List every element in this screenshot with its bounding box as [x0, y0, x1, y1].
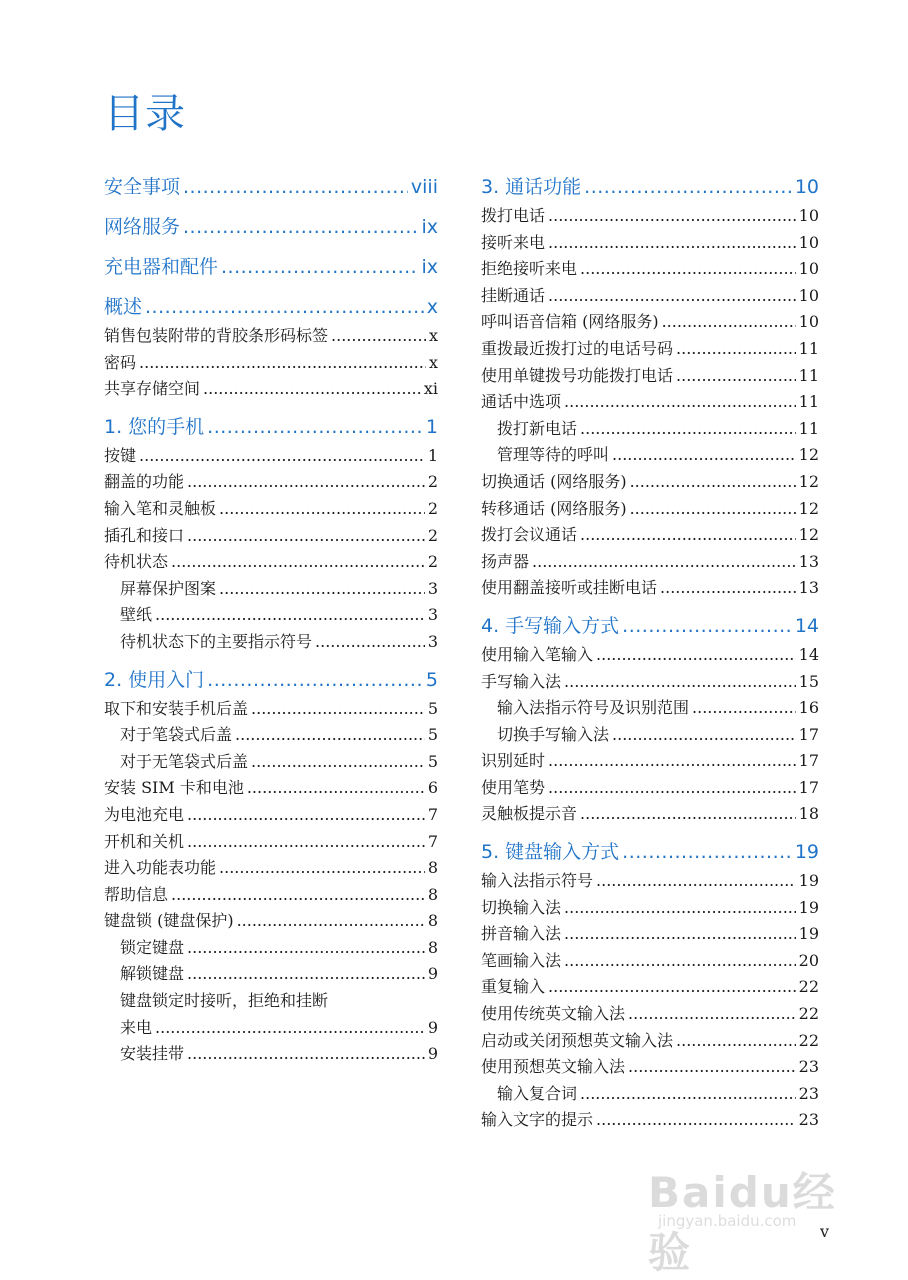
- toc-entry-page: 23: [798, 1057, 819, 1077]
- toc-entry-title: 销售包装附带的背胶条形码标签: [104, 326, 329, 345]
- toc-entry-title: 手写输入法: [481, 671, 562, 691]
- toc-entry[interactable]: [104, 882, 438, 909]
- dot-leader: [247, 775, 425, 802]
- dot-leader: [596, 642, 796, 669]
- toc-entry-page: 1: [427, 445, 438, 465]
- toc-entry-page: 12: [798, 445, 819, 465]
- dot-leader: [203, 376, 421, 403]
- toc-entry[interactable]: [104, 602, 438, 629]
- toc-entry[interactable]: [104, 350, 438, 377]
- toc-entry[interactable]: [104, 629, 438, 656]
- toc-section: [104, 292, 438, 403]
- dot-leader: [219, 855, 425, 882]
- toc-entry-title: 拨打会议通话: [481, 525, 578, 545]
- dot-leader: [676, 1028, 796, 1055]
- toc-entry[interactable]: [481, 230, 819, 257]
- toc-entry-title: 开机和关机: [104, 831, 185, 851]
- toc-entry[interactable]: [481, 203, 819, 230]
- toc-entry[interactable]: [481, 669, 819, 696]
- dot-leader: [630, 496, 796, 523]
- toc-entry-page: 12: [798, 471, 819, 491]
- toc-entry-title: 使用单键拨号功能拨打电话: [481, 365, 674, 385]
- dot-leader: [596, 868, 796, 895]
- dot-leader: [155, 1015, 425, 1042]
- dot-leader: [580, 1081, 796, 1108]
- toc-entry-title: 通话中选项: [481, 392, 562, 412]
- toc-entry-page: 9: [427, 964, 438, 984]
- dot-leader: [622, 837, 792, 868]
- toc-entry-title: 使用输入笔输入: [481, 644, 594, 664]
- toc-entry[interactable]: [104, 749, 438, 776]
- toc-entry[interactable]: [481, 695, 819, 722]
- toc-entry-title: 识别延时: [481, 751, 546, 771]
- toc-entry-title: 待机状态: [104, 552, 169, 572]
- toc-heading-title: 1. 您的手机: [104, 415, 205, 438]
- toc-entry-page: x: [428, 352, 438, 372]
- toc-entry[interactable]: [481, 575, 819, 602]
- toc-entry-title: 使用预想英文输入法: [481, 1057, 626, 1077]
- dot-leader: [532, 549, 796, 576]
- toc-entry-page: 18: [798, 804, 819, 824]
- toc-entry-page: 8: [427, 884, 438, 904]
- toc-entry[interactable]: [104, 376, 438, 403]
- dot-leader: [183, 172, 408, 203]
- toc-entry-title: 插孔和接口: [104, 525, 185, 545]
- dot-leader: [628, 1001, 796, 1028]
- toc-entry-page: 5: [427, 751, 438, 771]
- toc-heading[interactable]: [104, 412, 438, 443]
- toc-section: [481, 172, 819, 602]
- toc-entry[interactable]: [104, 935, 438, 962]
- toc-entry-page: 11: [798, 365, 819, 385]
- toc-heading[interactable]: [481, 837, 819, 868]
- toc-entry-page: 19: [798, 897, 819, 917]
- toc-entry-title: 拒绝接听来电: [481, 259, 578, 279]
- dot-leader: [219, 496, 425, 523]
- toc-entry[interactable]: [104, 775, 438, 802]
- toc-entry[interactable]: [481, 948, 819, 975]
- toc-entry[interactable]: [104, 961, 438, 988]
- toc-entry-title: 为电池充电: [104, 804, 185, 824]
- dot-leader: [612, 442, 796, 469]
- toc-entry-title: 呼叫语音信箱 (网络服务): [481, 312, 659, 332]
- toc-heading[interactable]: [104, 665, 438, 696]
- toc-entry-title: 扬声器: [481, 551, 530, 571]
- dot-leader: [548, 203, 796, 230]
- toc-section: [481, 611, 819, 828]
- toc-entry[interactable]: [481, 1001, 819, 1028]
- toc-section: [104, 665, 438, 1068]
- toc-entry-title: 使用传统英文输入法: [481, 1004, 626, 1024]
- toc-heading-title: 4. 手写输入方式: [481, 614, 620, 637]
- toc-entry-title: 共享存储空间: [104, 379, 201, 399]
- toc-entry-title: 键盘锁 (键盘保护): [104, 911, 234, 931]
- toc-entry-page: 17: [798, 751, 819, 771]
- dot-leader: [676, 363, 796, 390]
- toc-entry-title: 使用笔势: [481, 777, 546, 797]
- toc-entry-page: 10: [798, 232, 819, 252]
- toc-entry-title: 屏幕保护图案: [120, 578, 217, 598]
- toc-entry[interactable]: [481, 416, 819, 443]
- toc-entry-title: 密码: [104, 352, 137, 372]
- toc-entry[interactable]: [481, 895, 819, 922]
- toc-entry[interactable]: [481, 442, 819, 469]
- dot-leader: [171, 549, 425, 576]
- toc-entry-title: 输入法指示符号及识别范围: [497, 698, 690, 718]
- toc-entry-page: 8: [427, 911, 438, 931]
- toc-entry-title: 输入文字的提示: [481, 1110, 594, 1130]
- dot-leader: [171, 882, 425, 909]
- dot-leader: [187, 829, 425, 856]
- toc-entry[interactable]: [104, 855, 438, 882]
- toc-heading[interactable]: [104, 212, 438, 243]
- toc-entry-page: 23: [798, 1110, 819, 1130]
- dot-leader: [219, 576, 425, 603]
- toc-section: [104, 212, 438, 243]
- toc-entry-title: 输入复合词: [497, 1083, 578, 1103]
- toc-entry-page: 8: [427, 937, 438, 957]
- toc-entry-title: 翻盖的功能: [104, 472, 185, 492]
- toc-entry[interactable]: [104, 988, 438, 1015]
- toc-entry[interactable]: [481, 363, 819, 390]
- toc-entry-page: 16: [798, 698, 819, 718]
- toc-entry-title: 取下和安装手机后盖: [104, 698, 249, 718]
- toc-entry[interactable]: [481, 549, 819, 576]
- dot-leader: [564, 389, 796, 416]
- toc-section: [481, 837, 819, 1134]
- toc-entry-title: 按键: [104, 445, 137, 465]
- toc-entry-page: 10: [798, 312, 819, 332]
- toc-heading-title: 概述: [104, 296, 143, 318]
- dot-leader: [548, 974, 796, 1001]
- page-number: v: [820, 1222, 830, 1241]
- dot-leader: [692, 695, 796, 722]
- toc-entry-title: 切换输入法: [481, 897, 562, 917]
- dot-leader: [580, 416, 796, 443]
- toc-entry-title: 拨打电话: [481, 206, 546, 225]
- dot-leader: [187, 469, 425, 496]
- toc-entry-page: 19: [798, 871, 819, 891]
- dot-leader: [580, 801, 796, 828]
- toc-entry-title: 重拨最近拨打过的电话号码: [481, 338, 674, 358]
- toc-entry-page: 6: [427, 778, 438, 798]
- toc-entry-title: 切换通话 (网络服务): [481, 471, 627, 491]
- toc-entry[interactable]: [104, 908, 438, 935]
- toc-entry-page: 2: [427, 552, 438, 572]
- toc-heading[interactable]: [481, 172, 819, 203]
- toc-entry-page: 3: [427, 578, 438, 598]
- toc-entry[interactable]: [481, 389, 819, 416]
- baidu-watermark: [638, 1140, 878, 1277]
- toc-heading-title: 3. 通话功能: [481, 176, 582, 198]
- toc-heading-title: 安全事项: [104, 176, 181, 198]
- toc-entry[interactable]: [481, 256, 819, 283]
- toc-entry[interactable]: [104, 443, 438, 470]
- watermark-url: jingyan.baidu.com: [658, 1212, 797, 1230]
- toc-entry[interactable]: [104, 722, 438, 749]
- toc-entry[interactable]: [104, 1015, 438, 1042]
- toc-entry-title: 锁定键盘: [120, 937, 185, 957]
- toc-entry-title: 转移通话 (网络服务): [481, 498, 627, 518]
- dot-leader: [187, 935, 425, 962]
- toc-entry[interactable]: [481, 1028, 819, 1055]
- dot-leader: [207, 665, 423, 696]
- toc-entry[interactable]: [481, 496, 819, 523]
- dot-leader: [187, 1041, 425, 1068]
- toc-entry-title: 安装 SIM 卡和电池: [104, 778, 244, 798]
- toc-section: [104, 172, 438, 203]
- page-title: 目录: [104, 91, 186, 137]
- toc-right-column: [481, 172, 819, 1143]
- dot-leader: [207, 412, 423, 443]
- toc-entry[interactable]: [481, 974, 819, 1001]
- toc-entry-page: 10: [798, 285, 819, 305]
- toc-entry-page: 11: [798, 338, 819, 358]
- toc-entry-page: 17: [798, 777, 819, 797]
- dot-leader: [183, 212, 418, 243]
- toc-heading[interactable]: [104, 172, 438, 203]
- dot-leader: [622, 611, 792, 642]
- toc-entry-page: 20: [798, 950, 819, 970]
- toc-entry-title: 接听来电: [481, 232, 546, 252]
- toc-entry[interactable]: [104, 469, 438, 496]
- toc-heading[interactable]: [104, 292, 438, 323]
- toc-entry-page: 2: [427, 498, 438, 518]
- toc-entry[interactable]: [481, 283, 819, 310]
- dot-leader: [155, 602, 425, 629]
- toc-entry-page: 5: [427, 725, 438, 745]
- dot-leader: [548, 748, 796, 775]
- toc-entry-page: 2: [427, 472, 438, 492]
- toc-entry-title: 启动或关闭预想英文输入法: [481, 1030, 674, 1050]
- toc-entry-title: 对于笔袋式后盖: [120, 725, 233, 745]
- toc-heading-title: 充电器和配件: [104, 256, 219, 278]
- dot-leader: [139, 443, 425, 470]
- toc-entry-title: 灵触板提示音: [481, 804, 578, 824]
- toc-entry[interactable]: [481, 1081, 819, 1108]
- toc-entry-page: 14: [798, 644, 819, 664]
- toc-heading-page: viii: [410, 176, 438, 198]
- dot-leader: [584, 172, 792, 203]
- toc-entry-title: 安装挂带: [120, 1044, 185, 1064]
- toc-entry-page: 7: [427, 831, 438, 851]
- toc-entry[interactable]: [104, 576, 438, 603]
- toc-entry-page: 22: [798, 1030, 819, 1050]
- toc-entry-page: 3: [427, 631, 438, 651]
- toc-entry-page: 12: [798, 525, 819, 545]
- toc-entry[interactable]: [104, 523, 438, 550]
- toc-entry-title: 来电: [120, 1017, 153, 1037]
- toc-left-column: [104, 172, 438, 1077]
- dot-leader: [187, 802, 425, 829]
- toc-heading-page: 1: [425, 415, 438, 438]
- watermark-brand: Baidu经验: [648, 1168, 837, 1277]
- toc-entry[interactable]: [104, 802, 438, 829]
- dot-leader: [548, 230, 796, 257]
- toc-heading-title: 网络服务: [104, 216, 181, 238]
- toc-entry-page: 7: [427, 804, 438, 824]
- toc-entry-title: 输入笔和灵触板: [104, 498, 217, 518]
- dot-leader: [548, 283, 796, 310]
- toc-entry-title: 管理等待的呼叫: [497, 445, 610, 465]
- toc-entry-page: 3: [427, 605, 438, 625]
- toc-entry-title: 重复输入: [481, 977, 546, 997]
- dot-leader: [564, 948, 796, 975]
- toc-entry[interactable]: [481, 309, 819, 336]
- dot-leader: [564, 921, 796, 948]
- toc-entry-page: 9: [427, 1044, 438, 1064]
- dot-leader: [662, 309, 796, 336]
- toc-entry-title: 待机状态下的主要指示符号: [120, 631, 313, 651]
- dot-leader: [235, 722, 425, 749]
- toc-entry-title: 使用翻盖接听或挂断电话: [481, 578, 658, 598]
- toc-entry[interactable]: [104, 323, 438, 350]
- toc-entry-title: 拼音输入法: [481, 924, 562, 944]
- dot-leader: [139, 350, 426, 377]
- toc-entry[interactable]: [481, 921, 819, 948]
- toc-entry[interactable]: [481, 522, 819, 549]
- dot-leader: [660, 575, 796, 602]
- toc-entry[interactable]: [104, 496, 438, 523]
- toc-heading-page: x: [426, 296, 438, 318]
- toc-entry[interactable]: [481, 748, 819, 775]
- toc-heading-page: 5: [425, 668, 438, 691]
- toc-entry[interactable]: [481, 775, 819, 802]
- toc-entry-page: 10: [798, 206, 819, 225]
- toc-entry[interactable]: [104, 1041, 438, 1068]
- dot-leader: [564, 669, 796, 696]
- toc-entry[interactable]: [481, 868, 819, 895]
- toc-entry-page: 23: [798, 1083, 819, 1103]
- toc-entry-page: x: [428, 326, 438, 345]
- dot-leader: [237, 908, 425, 935]
- toc-entry-page: 22: [798, 1004, 819, 1024]
- toc-entry-page: 13: [798, 551, 819, 571]
- toc-section: [104, 252, 438, 283]
- toc-entry-page: 8: [427, 858, 438, 878]
- toc-heading-title: 5. 键盘输入方式: [481, 841, 620, 864]
- toc-entry[interactable]: [481, 336, 819, 363]
- toc-entry-page: 22: [798, 977, 819, 997]
- toc-entry-page: 10: [798, 259, 819, 279]
- toc-section: [104, 412, 438, 656]
- toc-entry-title: 壁纸: [120, 605, 153, 625]
- dot-leader: [564, 895, 796, 922]
- toc-entry[interactable]: [481, 1054, 819, 1081]
- toc-entry-page: 15: [798, 671, 819, 691]
- dot-leader: [251, 749, 425, 776]
- toc-entry-title: 进入功能表功能: [104, 858, 217, 878]
- toc-entry-page: 9: [427, 1017, 438, 1037]
- dot-leader: [596, 1107, 796, 1134]
- toc-entry-page: xi: [423, 379, 438, 399]
- toc-entry-title: 解锁键盘: [120, 964, 185, 984]
- dot-leader: [630, 469, 796, 496]
- toc-heading-page: 10: [794, 176, 819, 198]
- toc-entry[interactable]: [481, 801, 819, 828]
- toc-entry-page: 17: [798, 724, 819, 744]
- dot-leader: [187, 523, 425, 550]
- dot-leader: [580, 522, 796, 549]
- toc-heading[interactable]: [104, 252, 438, 283]
- toc-entry-title: 键盘锁定时接听，拒绝和挂断: [120, 991, 329, 1011]
- toc-entry[interactable]: [481, 1107, 819, 1134]
- toc-entry-page: 5: [427, 698, 438, 718]
- toc-entry-title: 对于无笔袋式后盖: [120, 751, 249, 771]
- toc-heading-page: ix: [421, 216, 438, 238]
- toc-entry-title: 帮助信息: [104, 884, 169, 904]
- dot-leader: [145, 292, 424, 323]
- toc-entry-title: 切换手写输入法: [497, 724, 610, 744]
- dot-leader: [580, 256, 796, 283]
- toc-entry-title: 输入法指示符号: [481, 871, 594, 891]
- toc-entry[interactable]: [104, 829, 438, 856]
- toc-entry[interactable]: [481, 722, 819, 749]
- toc-entry-title: 拨打新电话: [497, 418, 578, 438]
- toc-entry-page: 13: [798, 578, 819, 598]
- dot-leader: [612, 722, 796, 749]
- dot-leader: [315, 629, 425, 656]
- toc-entry[interactable]: [481, 469, 819, 496]
- dot-leader: [676, 336, 796, 363]
- dot-leader: [331, 323, 426, 350]
- toc-entry-page: 12: [798, 498, 819, 518]
- toc-heading-page: ix: [421, 256, 438, 278]
- toc-entry[interactable]: [104, 696, 438, 723]
- toc-entry-page: 11: [798, 392, 819, 412]
- dot-leader: [221, 252, 418, 283]
- toc-heading-title: 2. 使用入门: [104, 668, 205, 691]
- toc-heading-page: 14: [794, 614, 819, 637]
- toc-entry[interactable]: [481, 642, 819, 669]
- toc-entry-page: 19: [798, 924, 819, 944]
- toc-heading-page: 19: [794, 841, 819, 864]
- toc-entry-title: 挂断通话: [481, 285, 546, 305]
- toc-heading[interactable]: [481, 611, 819, 642]
- toc-entry-page: 11: [798, 418, 819, 438]
- dot-leader: [251, 696, 425, 723]
- toc-entry-title: 笔画输入法: [481, 950, 562, 970]
- dot-leader: [187, 961, 425, 988]
- toc-entry-page: 2: [427, 525, 438, 545]
- dot-leader: [548, 775, 796, 802]
- toc-entry[interactable]: [104, 549, 438, 576]
- dot-leader: [628, 1054, 796, 1081]
